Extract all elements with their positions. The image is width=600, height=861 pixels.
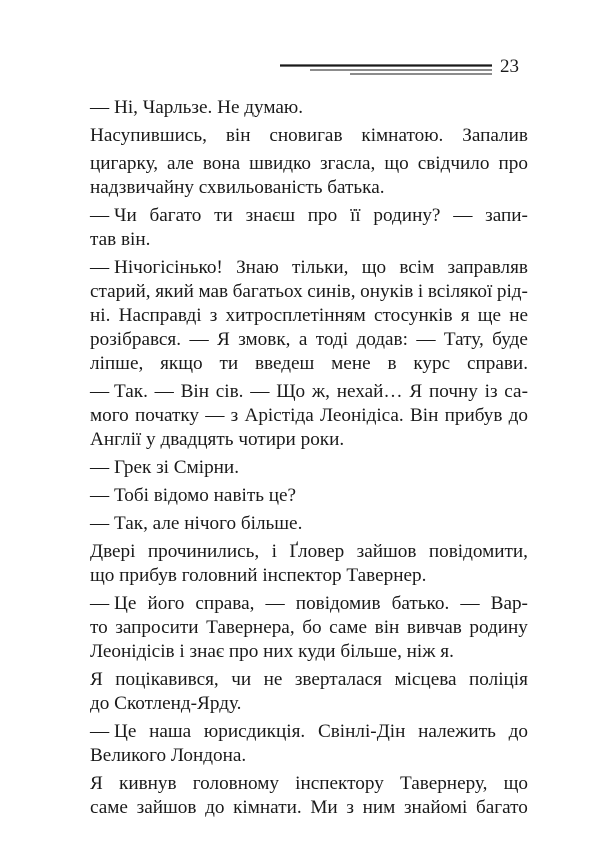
word: Я [217, 329, 230, 350]
text-line [90, 280, 528, 304]
word: сновигав [269, 125, 343, 146]
word: онуків [360, 281, 414, 302]
word: Двері [90, 541, 136, 562]
word: Я [90, 669, 103, 690]
word: я [460, 305, 470, 326]
word: що [384, 153, 409, 174]
word: мене [331, 353, 371, 374]
word: ні. [90, 305, 111, 326]
word: — [189, 329, 209, 350]
text-line: тав він. [90, 229, 151, 250]
word: справа, [195, 593, 255, 614]
word: Тату, [443, 329, 484, 350]
word: введеш [254, 353, 315, 374]
word: що [503, 773, 528, 794]
word: са- [504, 381, 528, 402]
word: розібрався. [90, 329, 182, 350]
word: мав [198, 281, 229, 302]
word: — Чи [90, 205, 137, 226]
word: саме [329, 617, 368, 638]
text-line [90, 772, 528, 796]
word: ліпше, [90, 353, 144, 374]
word: — [265, 593, 285, 614]
text-line: що прибув головний інспектор Тавернер. [90, 565, 427, 586]
page-number: 23 [500, 56, 519, 77]
word: цигарку, [90, 153, 159, 174]
text-line: — Ні, Чарльзе. Не думаю. [90, 97, 304, 118]
word: Ґловер [289, 541, 345, 562]
word: багатьох [232, 281, 303, 302]
text-line: надзвичайну схвильованість батька. [90, 177, 385, 198]
word: курс [413, 353, 451, 374]
word: тільки, [292, 257, 349, 278]
word: синів, [307, 281, 356, 302]
word: із [484, 381, 498, 402]
text-line: Великого Лондона. [90, 745, 247, 766]
text-line: Леонідісів і знає про них куди більше, ніж я. [90, 641, 454, 662]
word: до [508, 405, 528, 426]
word: кімнати. [233, 797, 302, 818]
word: вона [202, 153, 241, 174]
header-rule [280, 64, 492, 76]
word: повідомив [295, 593, 381, 614]
text-line [90, 404, 528, 428]
word: його [147, 593, 185, 614]
word: швидко [249, 153, 311, 174]
word: ним [362, 797, 396, 818]
word: якщо [160, 353, 203, 374]
word: початку [134, 405, 200, 426]
word: Тавернера, [206, 617, 295, 638]
text-line [90, 540, 528, 564]
word: зайшов [136, 797, 197, 818]
text-line: — Тобі відомо навіть це? [90, 485, 297, 506]
word: і [417, 281, 424, 302]
text-line [90, 720, 528, 744]
word: родину [469, 617, 528, 638]
text-line [90, 204, 528, 228]
word: ще [477, 305, 502, 326]
word: не [509, 305, 528, 326]
word: повідомити, [428, 541, 528, 562]
text-line [90, 304, 528, 328]
word: що [361, 257, 387, 278]
word: справи. [466, 353, 528, 374]
word: рід- [496, 281, 528, 302]
text-line [90, 256, 528, 280]
word: — [205, 405, 225, 426]
word: зайшов [356, 541, 417, 562]
text-line: — Так, але нічого більше. [90, 513, 303, 534]
text-line [90, 352, 528, 376]
word: нехай… [336, 381, 403, 402]
word: прочинились, [147, 541, 260, 562]
word: зверталася [294, 669, 382, 690]
word: Що [276, 381, 306, 402]
word: Тавернеру, [399, 773, 488, 794]
word: з [230, 405, 239, 426]
text-line [90, 328, 528, 352]
word: заправляв [447, 257, 528, 278]
word: — Нічогісінько! [90, 257, 223, 278]
text-line: — Грек зі Смірни. [90, 457, 240, 478]
word: — Це [90, 593, 137, 614]
word: — [416, 329, 436, 350]
word: ти [219, 353, 239, 374]
text-line [90, 124, 528, 148]
word: тоді [315, 329, 349, 350]
word: він [374, 617, 400, 638]
word: Ми [310, 797, 338, 818]
word: ти [214, 205, 233, 226]
text-line [90, 796, 528, 820]
word: мого [90, 405, 129, 426]
word: поцікавився, [115, 669, 219, 690]
word: Вар- [490, 593, 528, 614]
word: родину? [373, 205, 441, 226]
word: Насправді [118, 305, 202, 326]
word: всім [399, 257, 435, 278]
word: — Так. [90, 381, 148, 402]
text-line [90, 616, 528, 640]
word: прибув [444, 405, 503, 426]
word: кивнув [119, 773, 177, 794]
text-line [90, 592, 528, 616]
word: про [307, 205, 338, 226]
word: — Це [90, 721, 137, 742]
word: Арістіда [244, 405, 314, 426]
word: то [90, 617, 108, 638]
word: — [250, 381, 270, 402]
word: а [298, 329, 308, 350]
word: Леонідіса. [319, 405, 404, 426]
word: вивчав [406, 617, 462, 638]
word: стосунків [373, 305, 453, 326]
word: він [225, 125, 251, 146]
word: буде [492, 329, 528, 350]
text-line: Англії у двадцять чотири роки. [90, 429, 345, 450]
word: до [205, 797, 225, 818]
word: додав: [356, 329, 408, 350]
word: з [209, 305, 218, 326]
word: юрисдикція. [203, 721, 306, 742]
word: Він [409, 405, 439, 426]
word: Я [90, 773, 103, 794]
word: в [387, 353, 397, 374]
word: про [498, 153, 528, 174]
word: ж, [311, 381, 330, 402]
word: змовк, [238, 329, 291, 350]
word: інспектору [295, 773, 384, 794]
word: Запалив [462, 125, 528, 146]
word: сів. [215, 381, 244, 402]
word: кімнатою. [361, 125, 444, 146]
word: саме [90, 797, 128, 818]
word: але [167, 153, 194, 174]
word: бо [302, 617, 322, 638]
word: старий, [90, 281, 151, 302]
text-line [90, 380, 528, 404]
word: не [263, 669, 283, 690]
word: наша [149, 721, 192, 742]
word: до [508, 721, 528, 742]
word: запи- [485, 205, 528, 226]
word: головному [192, 773, 279, 794]
word: і [271, 541, 277, 562]
header-rule-lines [280, 64, 492, 76]
word: запросити [115, 617, 199, 638]
word: батько. [391, 593, 450, 614]
word: належить [418, 721, 496, 742]
text-line [90, 668, 528, 692]
word: хитросплетінням [225, 305, 366, 326]
word: з [346, 797, 354, 818]
word: місцева [394, 669, 457, 690]
word: згасла, [319, 153, 376, 174]
text-line [90, 152, 528, 176]
word: багато [475, 797, 528, 818]
word: знаєш [245, 205, 295, 226]
word: почну [428, 381, 478, 402]
word: який [155, 281, 194, 302]
word: — [453, 205, 473, 226]
word: свідчило [417, 153, 490, 174]
word: Свінлі-Дін [317, 721, 406, 742]
word: Знаю [236, 257, 279, 278]
word: Насупившись, [90, 125, 207, 146]
word: — [460, 593, 480, 614]
word: Я [409, 381, 423, 402]
word: знайомі [403, 797, 468, 818]
word: поліція [469, 669, 528, 690]
word: багато [149, 205, 202, 226]
word: її [349, 205, 361, 226]
word: чи [231, 669, 252, 690]
text-line: до Скотленд-Ярду. [90, 693, 242, 714]
word: — [154, 381, 174, 402]
word: всілякої [427, 281, 493, 302]
word: Він [180, 381, 209, 402]
